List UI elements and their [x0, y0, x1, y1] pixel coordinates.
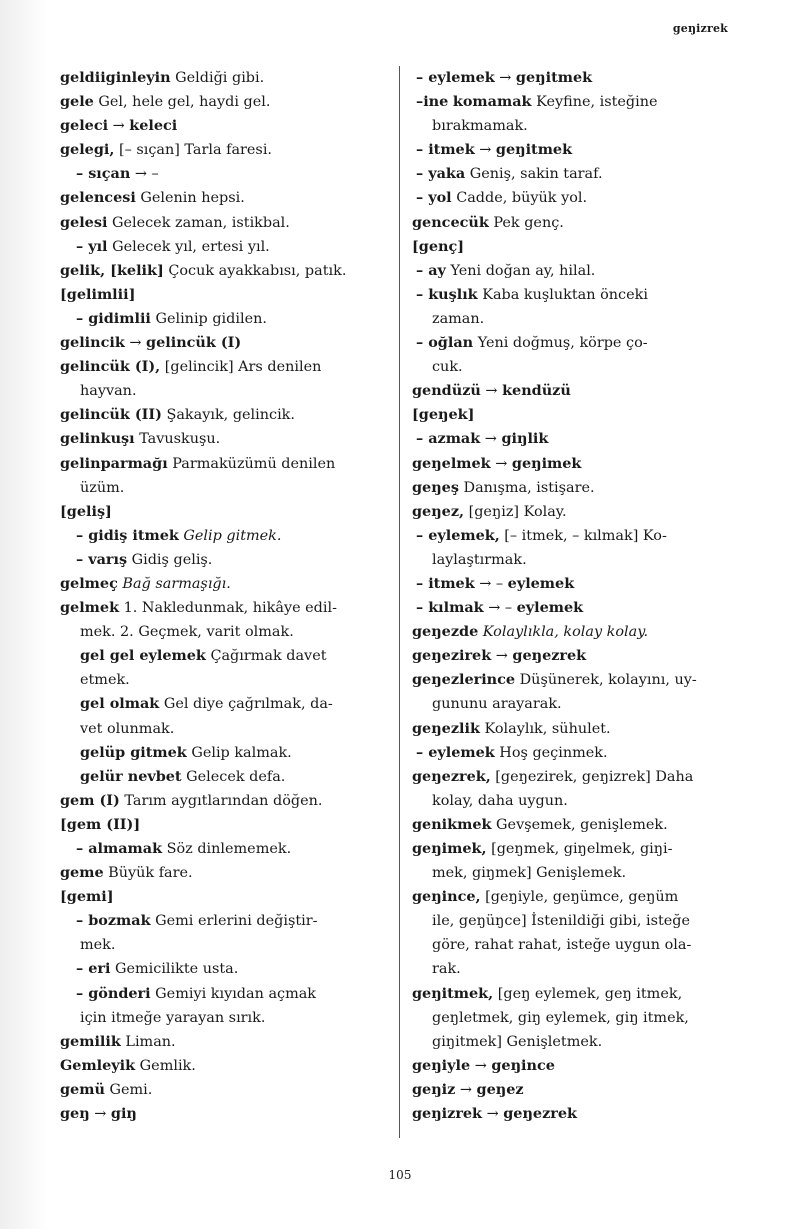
headword: – eylemek	[416, 743, 495, 761]
entry-line	[412, 692, 730, 716]
definition-text: [– sıçan] Tarla faresi.	[114, 142, 272, 159]
entry-line	[412, 331, 730, 355]
headword: geŋimek,	[412, 840, 487, 857]
entry-line	[60, 403, 392, 427]
entry-line	[412, 500, 730, 524]
definition-text: →	[470, 1057, 492, 1074]
definition-text: Hoş geçinmek.	[494, 744, 608, 761]
headword: – gidimlii	[76, 309, 151, 327]
headword: – kuşlık	[416, 285, 478, 303]
entry-line	[412, 909, 730, 933]
headword: gelüp gitmek	[80, 743, 187, 761]
headword: [gem (II)]	[60, 815, 141, 833]
entry-line	[412, 982, 730, 1006]
headword: geŋiyle	[412, 1056, 471, 1074]
definition-text: etmek.	[80, 672, 130, 689]
definition-text: Tarım aygıtlarından döğen.	[119, 792, 323, 809]
definition-text: →	[494, 70, 516, 86]
headword: – gidiş itmek	[76, 526, 179, 544]
headword: geŋezde	[412, 623, 479, 641]
entry-line	[412, 885, 730, 909]
definition-text: [geŋ eylemek, geŋ itmek,	[493, 985, 683, 1002]
definition-text: Gemiyi kıyıdan açmak	[150, 985, 317, 1002]
definition-text: →	[490, 455, 512, 472]
headword: geŋiz	[412, 1080, 456, 1098]
headword: geŋez	[476, 1080, 524, 1098]
entry-line	[412, 452, 730, 476]
entry-line	[60, 620, 392, 644]
headword: gelegi,	[60, 141, 115, 159]
definition-text: Yeni doğmuş, körpe ço-	[473, 335, 648, 352]
page-number: 105	[388, 1168, 412, 1182]
headword: gelencesi	[60, 189, 136, 207]
entry-line	[60, 861, 392, 885]
definition-text: →	[89, 1106, 111, 1123]
headword: gencecük	[412, 213, 489, 231]
entry-line	[60, 692, 392, 716]
definition-text: Çocuk ayakkabısı, patık.	[163, 262, 347, 279]
entry-line	[60, 572, 392, 596]
entry-line	[60, 596, 392, 620]
headword: – yol	[416, 189, 452, 207]
definition-text: laylaştırmak.	[432, 551, 527, 568]
definition-text: Yeni doğan ay, hilal.	[445, 262, 596, 279]
headword: eylemek	[507, 574, 575, 592]
definition-text: Söz dinlememek.	[162, 841, 292, 857]
entry-line	[412, 211, 730, 235]
definition-text: Tavuskuşu.	[134, 431, 221, 448]
definition-text: →	[491, 648, 513, 665]
entry-line	[60, 235, 392, 259]
headword: – yaka	[416, 165, 466, 183]
definition-text: →	[480, 383, 503, 400]
entry-line	[60, 765, 392, 789]
entry-line	[60, 982, 392, 1006]
headword: – yıl	[76, 237, 108, 255]
entry-line	[60, 307, 392, 331]
definition-text: [geŋiyle, geŋümce, geŋüm	[480, 889, 679, 906]
headword: geŋince	[491, 1056, 555, 1074]
definition-text: Kaba kuşluktan önceki	[477, 286, 648, 303]
right-column	[412, 66, 730, 1126]
definition-text: [gelincik] Ars denilen	[160, 359, 322, 376]
entry-line	[412, 138, 730, 162]
headword: gele	[60, 93, 94, 111]
entry-line	[412, 1006, 730, 1030]
definition-text: Gelip kalmak.	[186, 744, 292, 761]
entry-line	[60, 1078, 392, 1102]
headword: gem (I)	[60, 791, 120, 809]
definition-text: Gemi.	[104, 1081, 153, 1098]
headword: geŋimek	[511, 454, 582, 472]
entry-line	[60, 331, 392, 355]
definition-text: üzüm.	[80, 479, 125, 496]
entry-line	[60, 427, 392, 451]
entry-line	[412, 596, 730, 620]
definition-text: göre, rahat rahat, isteğe uygun ola-	[432, 937, 692, 954]
headword: gelmeç	[60, 574, 118, 592]
headword: geŋezlik	[412, 719, 480, 737]
headword: geŋezrek,	[412, 767, 491, 785]
definition-text: 1. Nakledunmak, hikâye edil-	[119, 600, 337, 617]
entry-line	[60, 355, 392, 379]
entry-line	[60, 933, 392, 957]
definition-text: Kolaylıkla, kolay kolay.	[478, 624, 649, 641]
definition-text: [geŋmek, giŋelmek, giŋi-	[486, 841, 673, 857]
entry-line	[412, 403, 730, 427]
headword: gelmek	[60, 599, 120, 617]
headword: geŋince,	[412, 888, 481, 906]
running-head: geŋizrek	[672, 22, 728, 35]
entry-line	[412, 620, 730, 644]
definition-text: [geŋezirek, geŋizrek] Daha	[490, 768, 694, 785]
headword: geŋ	[60, 1105, 90, 1123]
definition-text: bırakmamak.	[432, 118, 528, 135]
definition-text: Kolaylık, sühulet.	[479, 720, 611, 737]
headword: gelür nevbet	[80, 767, 182, 785]
definition-text: Düşünerek, kolayını, uy-	[515, 672, 697, 689]
definition-text: Cadde, büyük yol.	[451, 190, 588, 207]
headword: gelik, [kelik]	[60, 261, 164, 279]
entry-line	[60, 283, 392, 307]
entry-line	[412, 957, 730, 981]
definition-text: Gidiş geliş.	[127, 551, 213, 568]
definition-text: hayvan.	[80, 383, 137, 400]
headword: geŋezlerince	[412, 671, 516, 689]
entry-line	[412, 235, 730, 259]
definition-text: Gel, hele gel, haydi gel.	[93, 94, 271, 111]
definition-text: kolay, daha uygun.	[432, 792, 568, 809]
headword: gelesi	[60, 213, 108, 231]
headword: geŋezrek	[503, 1105, 577, 1123]
headword: – itmek	[416, 141, 475, 159]
entry-line	[60, 452, 392, 476]
definition-text: →	[482, 1106, 504, 1123]
entry-line	[60, 66, 392, 90]
headword: – eylemek	[416, 69, 495, 86]
entry-line	[412, 789, 730, 813]
entry-line	[412, 1078, 730, 1102]
definition-text: Büyük fare.	[103, 865, 193, 882]
headword: – gönderi	[76, 984, 151, 1002]
entry-line	[60, 211, 392, 235]
definition-text: rak.	[432, 961, 461, 978]
entry-line	[60, 741, 392, 765]
entry-line	[412, 476, 730, 500]
definition-text: Gemi erlerini değiştir-	[150, 913, 318, 930]
entry-line	[412, 379, 730, 403]
headword: gemilik	[60, 1032, 121, 1050]
definition-text: Gelenin hepsi.	[135, 190, 245, 207]
entry-line	[412, 668, 730, 692]
headword: – ay	[416, 261, 446, 279]
headword: genikmek	[412, 815, 492, 833]
definition-text: →	[455, 1081, 477, 1098]
headword: geme	[60, 864, 104, 882]
headword: – almamak	[76, 840, 163, 857]
headword: geŋitmek	[495, 141, 573, 159]
entry-line	[60, 1030, 392, 1054]
headword: geŋelmek	[412, 454, 491, 472]
entry-line	[412, 741, 730, 765]
entry-line	[60, 717, 392, 741]
headword: [gemi]	[60, 888, 114, 906]
definition-text: → –	[483, 600, 517, 617]
headword: Gemleyik	[60, 1056, 136, 1074]
definition-text: vet olunmak.	[80, 720, 175, 737]
definition-text: Şakayık, gelincik.	[161, 407, 295, 424]
entry-line	[60, 885, 392, 909]
headword: gel gel eylemek	[80, 647, 206, 665]
entry-line	[60, 789, 392, 813]
definition-text: →	[108, 118, 130, 135]
definition-text: Çağırmak davet	[205, 648, 327, 665]
definition-text: Gevşemek, genişlemek.	[491, 816, 668, 833]
entry-line	[60, 186, 392, 210]
headword: – sıçan	[76, 165, 131, 183]
headword: – azmak	[416, 430, 481, 448]
definition-text: mek, giŋmek] Genişlemek.	[432, 865, 627, 882]
entry-line	[60, 500, 392, 524]
left-column	[60, 66, 392, 1126]
entry-line	[412, 765, 730, 789]
entry-line	[60, 114, 392, 138]
headword: kendüzü	[502, 382, 571, 400]
definition-text: [– itmek, – kılmak] Ko-	[499, 527, 667, 544]
headword: [geŋek]	[412, 406, 475, 424]
entry-line	[412, 307, 730, 331]
entry-line	[412, 933, 730, 957]
definition-text: giŋitmek] Genişletmek.	[432, 1033, 603, 1050]
headword: geŋez,	[412, 502, 465, 520]
entry-line	[412, 524, 730, 548]
definition-text: [geŋiz] Kolay.	[464, 503, 567, 520]
headword: geldiiginleyin	[60, 69, 171, 86]
definition-text: →	[124, 335, 147, 352]
headword: [geliş]	[60, 502, 112, 520]
headword: geŋitmek,	[412, 984, 494, 1002]
entry-line	[60, 1054, 392, 1078]
headword: – bozmak	[76, 912, 151, 930]
entry-line	[60, 644, 392, 668]
entry-line	[412, 1054, 730, 1078]
entry-line	[412, 837, 730, 861]
headword: – eylemek,	[416, 526, 500, 544]
headword: gemü	[60, 1080, 105, 1098]
definition-text: gununu arayarak.	[432, 696, 562, 713]
headword: – itmek	[416, 574, 475, 592]
definition-text: →	[480, 431, 502, 448]
definition-text: Gelip gitmek.	[178, 527, 282, 544]
entry-line	[60, 90, 392, 114]
entry-line	[412, 355, 730, 379]
entry-line	[60, 162, 392, 186]
definition-text: Gemicilikte usta.	[110, 961, 239, 978]
headword: eylemek	[516, 599, 584, 617]
entry-line	[412, 90, 730, 114]
entry-line	[412, 572, 730, 596]
headword: geleci	[60, 117, 109, 135]
entry-line	[412, 1102, 730, 1126]
column-divider	[399, 66, 400, 1138]
entry-line	[60, 524, 392, 548]
entry-line	[412, 162, 730, 186]
entry-line	[60, 476, 392, 500]
headword: gendüzü	[412, 382, 481, 400]
entry-line	[60, 138, 392, 162]
definition-text: Geniş, sakin taraf.	[465, 166, 603, 183]
headword: giŋ	[110, 1105, 137, 1123]
headword: gelincük (I),	[60, 358, 161, 376]
headword: geŋizrek	[412, 1105, 483, 1123]
definition-text: cuk.	[432, 359, 463, 376]
headword: [genç]	[412, 237, 465, 255]
entry-line	[60, 548, 392, 572]
definition-text: Gelecek defa.	[181, 768, 286, 785]
entry-line	[60, 909, 392, 933]
definition-text: Parmaküzümü denilen	[167, 455, 336, 472]
headword: – oğlan	[416, 334, 474, 352]
headword: gelincik	[60, 334, 125, 352]
definition-text: → –	[130, 166, 159, 183]
entry-line	[412, 861, 730, 885]
entry-line	[60, 379, 392, 403]
definition-text: Gelecek yıl, ertesi yıl.	[107, 238, 270, 255]
headword: geŋitmek	[515, 69, 593, 86]
headword: gel olmak	[80, 695, 160, 713]
entry-line	[412, 66, 730, 90]
entry-line	[60, 668, 392, 692]
headword: gelincük (II)	[60, 406, 162, 424]
entry-line	[412, 283, 730, 307]
definition-text: mek.	[80, 937, 116, 954]
definition-text: Pek genç.	[488, 214, 564, 231]
headword: –ine	[416, 93, 449, 111]
headword: komamak	[452, 93, 532, 111]
definition-text: → –	[474, 575, 508, 592]
headword: giŋlik	[501, 430, 549, 448]
definition-text: geŋletmek, giŋ eylemek, giŋ itmek,	[432, 1009, 689, 1026]
entry-line	[60, 957, 392, 981]
definition-text: Gel diye çağrılmak, da-	[159, 696, 333, 713]
entry-line	[412, 186, 730, 210]
entry-line	[412, 644, 730, 668]
headword: [gelimlii]	[60, 285, 136, 303]
definition-text: Geldiği gibi.	[170, 70, 265, 86]
definition-text: →	[474, 142, 496, 159]
headword: keleci	[129, 117, 178, 135]
entry-line	[412, 548, 730, 572]
entry-line	[60, 813, 392, 837]
entry-line	[60, 1102, 392, 1126]
headword: geŋezrek	[512, 647, 587, 665]
definition-text: Gemlik.	[135, 1057, 196, 1074]
definition-text: mek. 2. Geçmek, varit olmak.	[80, 624, 294, 641]
headword: – varış	[76, 550, 128, 568]
definition-text: zaman.	[432, 310, 485, 327]
definition-text: Keyfine, isteğine	[531, 94, 658, 111]
headword: geŋeş	[412, 478, 459, 496]
definition-text: için itmeğe yarayan sırık.	[80, 1009, 266, 1026]
entry-line	[412, 427, 730, 451]
entry-line	[60, 1006, 392, 1030]
headword: – eri	[76, 960, 111, 978]
entry-line	[60, 259, 392, 283]
definition-text: Gelinip gidilen.	[150, 310, 267, 327]
entry-line	[60, 837, 392, 861]
definition-text: Bağ sarmaşığı.	[117, 575, 231, 592]
entry-line	[412, 114, 730, 138]
entry-line	[412, 259, 730, 283]
definition-text: Danışma, istişare.	[458, 479, 595, 496]
entry-line	[412, 717, 730, 741]
definition-text: Liman.	[120, 1033, 176, 1050]
headword: gelinparmağı	[60, 454, 168, 472]
definition-text: Gelecek zaman, istikbal.	[107, 214, 290, 231]
headword: geŋezirek	[412, 647, 492, 665]
definition-text: ile, geŋüŋce] İstenildiği gibi, isteğe	[432, 913, 691, 930]
headword: gelincük (I)	[146, 334, 242, 352]
headword: gelinkuşı	[60, 430, 135, 448]
entry-line	[412, 1030, 730, 1054]
headword: – kılmak	[416, 599, 484, 617]
entry-line	[412, 813, 730, 837]
